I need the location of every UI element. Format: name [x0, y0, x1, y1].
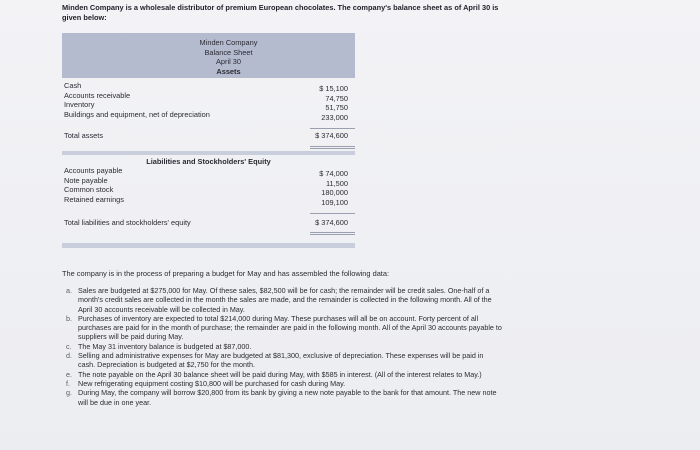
liability-value: 11,500	[325, 178, 348, 188]
item-text: Selling and administrative expenses for May are budgeted at $81,300, exclusive of depreciation. These expenses will be paid in cash. Depreciation is budgeted at $2,750 for the month.	[78, 351, 484, 370]
section-band	[62, 151, 355, 155]
task-statement: The company is in the process of preparing a budget for May and has assembled the following data:	[62, 269, 390, 278]
total-liabilities-label: Total liabilities and stockholders' equity	[64, 218, 191, 227]
list-item	[62, 314, 502, 342]
liability-label: Common stock	[64, 185, 114, 194]
intro-text: Minden Company is a wholesale distributor of premium European chocolates. The company's balance sheet as of April 30 is given below:	[62, 3, 499, 22]
total-assets-value: $ 374,600	[315, 131, 348, 140]
item-text: Purchases of inventory are expected to total $214,000 during May. These purchases will all be on account. Forty percent of all purchases are paid for in the month of purchase; the remainder are paid in the following month. All of the April 30 accounts payable to suppliers will be paid during May.	[78, 313, 502, 342]
list-item	[62, 370, 502, 379]
asset-value: 51,750	[325, 103, 348, 112]
subtotal-rule	[310, 128, 355, 129]
liability-value: 180,000	[321, 188, 348, 197]
liability-value: 109,100	[321, 197, 348, 207]
list-item	[62, 379, 502, 388]
list-item	[62, 286, 502, 314]
double-rule	[310, 232, 355, 233]
balance-sheet	[62, 33, 355, 227]
assets-heading: Assets	[216, 66, 241, 76]
asset-value: $ 15,100	[319, 84, 348, 93]
item-text: The May 31 inventory balance is budgeted at $87,000.	[78, 341, 252, 351]
liability-value: $ 74,000	[319, 169, 348, 178]
item-marker: d.	[66, 351, 72, 361]
item-marker: e.	[66, 369, 72, 379]
total-assets-label: Total assets	[64, 131, 104, 140]
asset-value: 233,000	[321, 113, 348, 122]
asset-label: Accounts receivable	[64, 90, 131, 100]
list-item	[62, 351, 502, 370]
item-marker: b.	[66, 313, 72, 323]
list-item	[62, 388, 502, 407]
list-item	[62, 342, 502, 351]
liability-label: Note payable	[64, 175, 108, 185]
item-text: Sales are budgeted at $275,000 for May. Of these sales, $82,500 will be for cash; the remainder will be credit sales. One-half of a month's credit sales are collected in the month the sales are made, and the remainder is collected in the following month. All of the April 30 accounts receivable will be collected in May.	[78, 286, 492, 314]
item-marker: g.	[66, 388, 72, 398]
asset-value: 74,750	[325, 93, 348, 103]
item-text: The note payable on the April 30 balance sheet will be paid during May, with $585 in interest. (All of the interest relates to May.)	[78, 369, 482, 379]
subtotal-rule	[310, 213, 355, 214]
item-marker: a.	[66, 286, 72, 295]
double-rule	[310, 148, 355, 149]
asset-label: Buildings and equipment, net of depreciation	[64, 110, 210, 119]
data-list	[62, 286, 502, 407]
asset-label: Cash	[64, 81, 82, 90]
total-liabilities-value: $ 374,600	[315, 218, 348, 227]
section-band-bottom	[62, 243, 355, 248]
liabilities-heading: Liabilities and Stockholders' Equity	[146, 157, 271, 166]
balance-sheet-header	[62, 33, 355, 78]
asset-label: Inventory	[64, 100, 95, 109]
company-name: Minden Company	[199, 38, 258, 47]
double-rule	[310, 234, 355, 235]
item-text: New refrigerating equipment costing $10,800 will be purchased for cash during May.	[78, 378, 346, 388]
item-text: During May, the company will borrow $20,800 from its bank by giving a new note payable to the bank for that amount. The new note will be due in one year.	[78, 388, 497, 407]
item-marker: c.	[66, 341, 72, 351]
statement-title: Balance Sheet	[204, 47, 253, 57]
statement-date: April 30	[215, 57, 242, 66]
item-marker: f.	[66, 378, 70, 388]
liability-label: Accounts payable	[64, 166, 123, 175]
liability-label: Retained earnings	[64, 194, 124, 204]
double-rule	[310, 146, 355, 147]
